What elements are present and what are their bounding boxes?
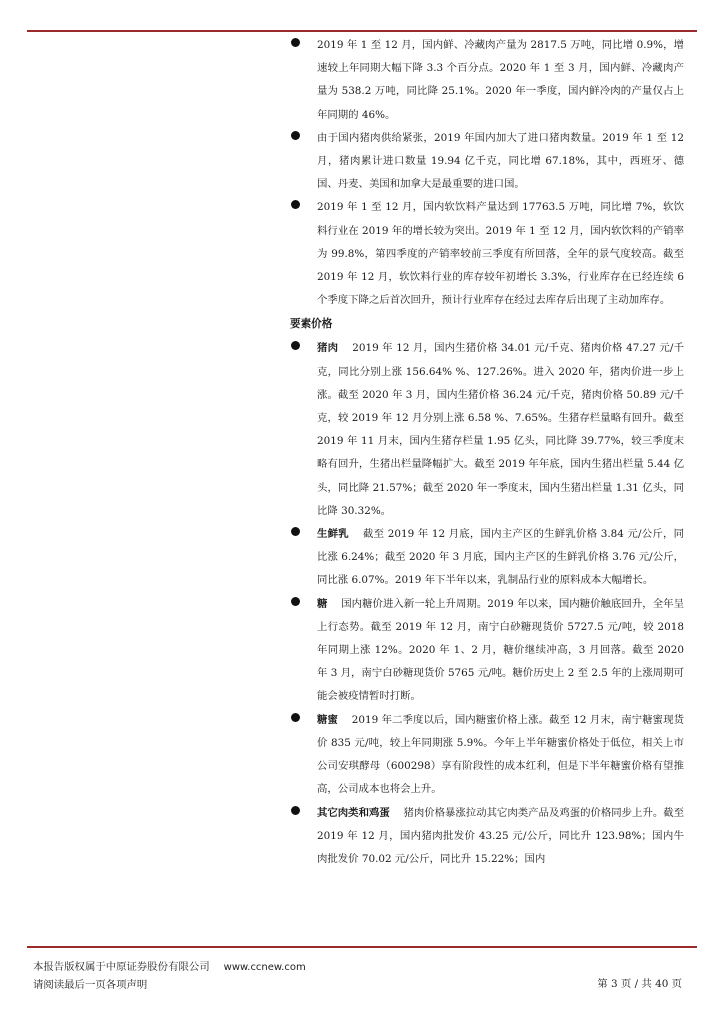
factor-text: 国内糖价进入新一轮上升周期。2019 年以来，国内糖价触底回升，全年呈上行态势。截至 2019 年 12 月，南宁白砂糖现货价 5727.5 元/吨，较 2018 年同期上涨 12%。2020 年 1、2 月，糖价继续冲高，3 月回落。截至 2020 年 3 月，南宁白砂糖现货价 5765 元/吨。糖价历史上 2 至 2.5 年的上涨周期可能会被疫情暂时打断。 (317, 597, 684, 703)
bullet-icon (291, 200, 300, 209)
bullet-icon (291, 597, 300, 606)
factor-paragraph (317, 709, 684, 802)
factor-item-other-meat-eggs (292, 802, 684, 872)
factor-paragraph (317, 337, 684, 523)
paragraph-meat-production: 2019 年 1 至 12 月，国内鲜、冷藏肉产量为 2817.5 万吨，同比增 0.9%，增速较上年同期大幅下降 3.3 个百分点。2020 年 1 至 3 月，国内鲜、冷藏肉产量为 538.2 万吨，同比降 25.1%。2020 年一季度，国内鲜冷肉的产量仅占上年同期的 46%。 (317, 39, 684, 121)
factor-label: 糖蜜 (317, 713, 338, 726)
bullet-item (292, 127, 684, 197)
factor-label: 糖 (317, 597, 328, 610)
factor-label: 生鲜乳 (317, 528, 349, 541)
footer-disclaimer: 请阅读最后一页各项声明 (33, 979, 148, 991)
header-rule (27, 30, 697, 32)
bullet-icon (291, 131, 300, 140)
bullet-item (292, 34, 684, 127)
factor-label: 其它肉类和鸡蛋 (317, 806, 390, 819)
bullet-icon (291, 341, 300, 350)
page-number: 第 3 页 / 共 40 页 (597, 978, 682, 990)
bullet-icon (291, 527, 300, 536)
bullet-icon (291, 713, 300, 722)
factor-item-sugar (292, 593, 684, 709)
factor-text: 2019 年二季度以后，国内糖蜜价格上涨。截至 12 月末，南宁糖蜜现货价 835 元/吨，较上年同期涨 5.9%。今年上半年糖蜜价格处于低位，相关上市公司安琪酵母（600298）享有阶段性的成本红利，但是下半年糖蜜价格有望推高，公司成本也将会上升。 (317, 713, 684, 796)
factor-label: 猪肉 (317, 342, 339, 355)
section-title: 要素价格 (290, 318, 333, 331)
factor-item-pork (292, 337, 684, 523)
bullet-item (292, 196, 684, 312)
factor-item-molasses (292, 709, 684, 802)
footer-rule (27, 946, 697, 948)
bullet-icon (291, 806, 300, 815)
footer-copyright (33, 958, 306, 973)
factor-text: 猪肉价格暴涨拉动其它肉类产品及鸡蛋的价格同步上升。截至 2019 年 12 月，国内猪肉批发价 43.25 元/公斤，同比升 123.98%；国内牛肉批发价 70.02 元/公斤，同比升 15.22%；国内 (317, 806, 685, 865)
copyright-text: 本报告版权属于中原证券股份有限公司 (33, 961, 210, 973)
paragraph-soft-drinks: 2019 年 1 至 12 月，国内软饮料产量达到 17763.5 万吨，同比增 7%，软饮料行业在 2019 年的增长较为突出。2019 年 1 至 12 月，国内软饮料的产销率为 99.8%，第四季度的产销率较前三季度有所回落，全年的景气度较高。截至 2019 年 12 月，软饮料行业的库存较年初增长 3.3%，行业库存在已经连续 6 个季度下降之后首次回升，预计行业库存在经过去库存后出现了主动加库存。 (317, 201, 684, 307)
factor-paragraph (317, 523, 684, 593)
factor-item-raw-milk (292, 523, 684, 593)
website-link[interactable]: www.ccnew.com (223, 962, 306, 973)
factor-text: 2019 年 12 月，国内生猪价格 34.01 元/千克、猪肉价格 47.27 元/千克，同比分别上涨 156.64% %、127.26%。进入 2020 年，猪肉价进一步上涨。截至 2020 年 3 月，国内生猪价格 36.24 元/千克，猪肉价格 50.89 元/千克，较 2019 年 12 月分别上涨 6.58 %、7.65%。生猪存栏量略有回升。截至 2019 年 11 月末，国内生猪存栏量 1.95 亿头，同比降 39.77%，较三季度末略有回升，生猪出栏量降幅扩大。截至 2019 年年底，国内生猪出栏量 5.44 亿头，同比降 21.57%；截至 2020 年一季度末，国内生猪出栏量 1.31 亿头，同比降 30.32%。 (317, 342, 684, 517)
paragraph-pork-imports: 由于国内猪肉供给紧张，2019 年国内加大了进口猪肉数量。2019 年 1 至 12 月，猪肉累计进口数量 19.94 亿千克，同比增 67.18%，其中，西班牙、德国、丹麦、美国和加拿大是最重要的进口国。 (317, 131, 684, 191)
report-body (292, 34, 684, 871)
factor-paragraph (317, 593, 684, 709)
factor-paragraph (317, 802, 684, 872)
factor-text: 截至 2019 年 12 月底，国内主产区的生鲜乳价格 3.84 元/公斤，同比涨 6.24%；截至 2020 年 3 月底，国内主产区的生鲜乳价格 3.76 元/公斤，同比涨 6.07%。2019 年下半年以来，乳制品行业的原料成本大幅增长。 (317, 528, 685, 587)
bullet-icon (291, 38, 300, 47)
